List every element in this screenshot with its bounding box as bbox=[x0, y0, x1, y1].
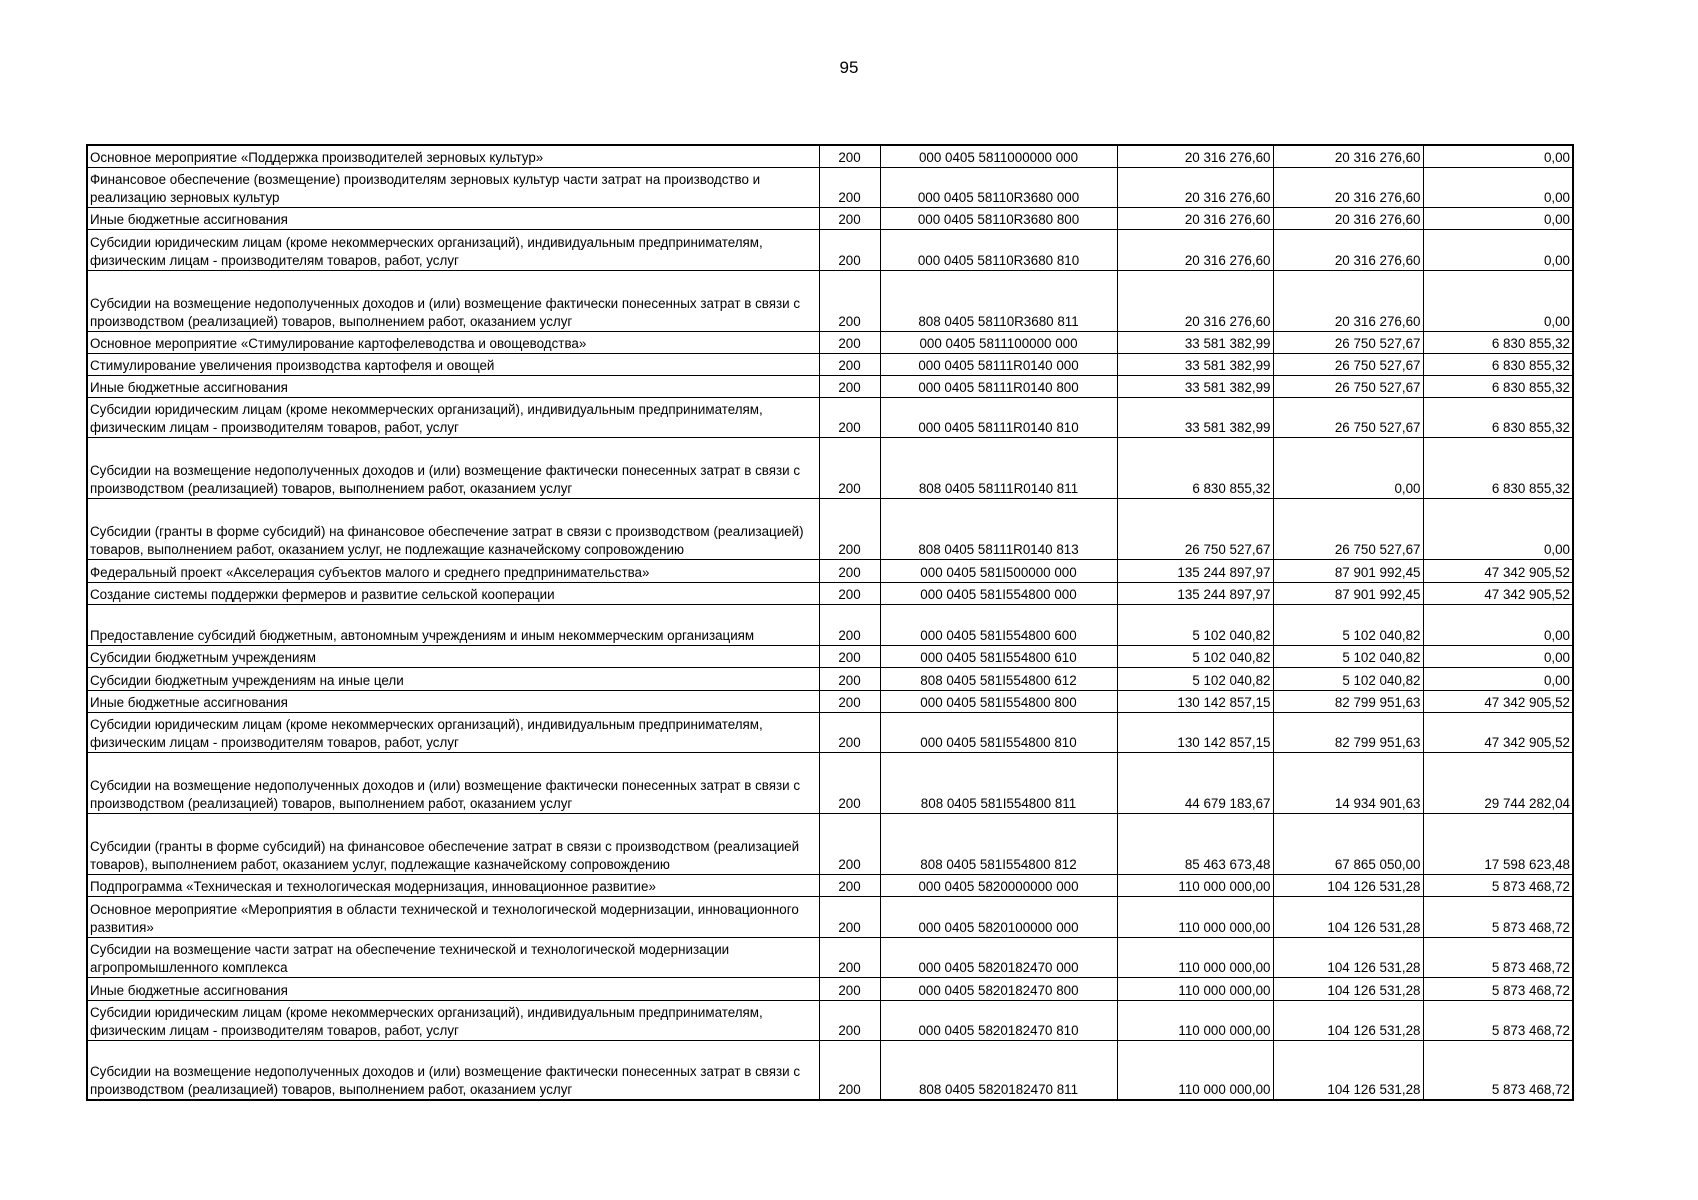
kbk-cell: 000 0405 5811100000 000 bbox=[880, 331, 1117, 353]
kbk-cell: 000 0405 5820182470 810 bbox=[880, 1000, 1117, 1040]
kbk-cell: 000 0405 5820000000 000 bbox=[880, 874, 1117, 896]
remainder-cell: 5 873 468,72 bbox=[1423, 977, 1573, 1000]
table-row bbox=[87, 167, 1573, 207]
total-cell: 44 679 183,67 bbox=[1117, 752, 1273, 813]
executed-cell: 26 750 527,67 bbox=[1273, 498, 1423, 559]
table-row bbox=[87, 667, 1573, 690]
total-cell: 20 316 276,60 bbox=[1117, 145, 1273, 167]
kbk-cell: 000 0405 5820182470 000 bbox=[880, 937, 1117, 977]
executed-cell: 67 865 050,00 bbox=[1273, 813, 1423, 874]
code-cell: 200 bbox=[819, 1000, 880, 1040]
remainder-cell: 0,00 bbox=[1423, 667, 1573, 690]
remainder-cell: 0,00 bbox=[1423, 167, 1573, 207]
table-row bbox=[87, 1040, 1573, 1100]
table-row bbox=[87, 896, 1573, 937]
name-cell: Субсидии на возмещение недополученных доходов и (или) возмещение фактически понесенных затрат в связи с производством (реализацией) товаров, выполнением работ, оказанием услуг bbox=[87, 1040, 819, 1100]
name-cell: Субсидии бюджетным учреждениям на иные цели bbox=[87, 667, 819, 690]
table-row bbox=[87, 874, 1573, 896]
code-cell: 200 bbox=[819, 937, 880, 977]
name-cell: Субсидии бюджетным учреждениям bbox=[87, 645, 819, 667]
table-row bbox=[87, 229, 1573, 270]
remainder-cell: 29 744 282,04 bbox=[1423, 752, 1573, 813]
remainder-cell: 0,00 bbox=[1423, 645, 1573, 667]
total-cell: 20 316 276,60 bbox=[1117, 229, 1273, 270]
name-cell: Иные бюджетные ассигнования bbox=[87, 375, 819, 397]
total-cell: 20 316 276,60 bbox=[1117, 167, 1273, 207]
executed-cell: 0,00 bbox=[1273, 437, 1423, 498]
name-cell: Основное мероприятие «Стимулирование картофелеводства и овощеводства» bbox=[87, 331, 819, 353]
total-cell: 5 102 040,82 bbox=[1117, 645, 1273, 667]
total-cell: 110 000 000,00 bbox=[1117, 977, 1273, 1000]
remainder-cell: 6 830 855,32 bbox=[1423, 353, 1573, 375]
kbk-cell: 000 0405 58111R0140 000 bbox=[880, 353, 1117, 375]
table-row bbox=[87, 977, 1573, 1000]
budget-table-body bbox=[87, 145, 1573, 1100]
remainder-cell: 6 830 855,32 bbox=[1423, 397, 1573, 437]
total-cell: 20 316 276,60 bbox=[1117, 270, 1273, 331]
remainder-cell: 17 598 623,48 bbox=[1423, 813, 1573, 874]
kbk-cell: 000 0405 581I554800 810 bbox=[880, 712, 1117, 752]
remainder-cell: 5 873 468,72 bbox=[1423, 896, 1573, 937]
kbk-cell: 000 0405 5820182470 800 bbox=[880, 977, 1117, 1000]
name-cell: Предоставление субсидий бюджетным, автономным учреждениям и иным некоммерческим организациям bbox=[87, 604, 819, 645]
code-cell: 200 bbox=[819, 229, 880, 270]
remainder-cell: 0,00 bbox=[1423, 498, 1573, 559]
kbk-cell: 808 0405 581I554800 812 bbox=[880, 813, 1117, 874]
remainder-cell: 0,00 bbox=[1423, 270, 1573, 331]
kbk-cell: 808 0405 5820182470 811 bbox=[880, 1040, 1117, 1100]
total-cell: 135 244 897,97 bbox=[1117, 559, 1273, 582]
table-row bbox=[87, 559, 1573, 582]
kbk-cell: 000 0405 58111R0140 810 bbox=[880, 397, 1117, 437]
table-row bbox=[87, 375, 1573, 397]
total-cell: 85 463 673,48 bbox=[1117, 813, 1273, 874]
executed-cell: 87 901 992,45 bbox=[1273, 582, 1423, 604]
executed-cell: 14 934 901,63 bbox=[1273, 752, 1423, 813]
total-cell: 26 750 527,67 bbox=[1117, 498, 1273, 559]
executed-cell: 26 750 527,67 bbox=[1273, 353, 1423, 375]
budget-table bbox=[86, 144, 1574, 1101]
code-cell: 200 bbox=[819, 437, 880, 498]
executed-cell: 20 316 276,60 bbox=[1273, 167, 1423, 207]
code-cell: 200 bbox=[819, 582, 880, 604]
total-cell: 33 581 382,99 bbox=[1117, 331, 1273, 353]
remainder-cell: 5 873 468,72 bbox=[1423, 937, 1573, 977]
table-row bbox=[87, 813, 1573, 874]
name-cell: Субсидии юридическим лицам (кроме некоммерческих организаций), индивидуальным предпринимателям, физическим лицам - производителям товаров, работ, услуг bbox=[87, 229, 819, 270]
executed-cell: 26 750 527,67 bbox=[1273, 375, 1423, 397]
table-row bbox=[87, 331, 1573, 353]
executed-cell: 20 316 276,60 bbox=[1273, 145, 1423, 167]
kbk-cell: 000 0405 581I554800 600 bbox=[880, 604, 1117, 645]
total-cell: 5 102 040,82 bbox=[1117, 604, 1273, 645]
total-cell: 33 581 382,99 bbox=[1117, 353, 1273, 375]
kbk-cell: 000 0405 58110R3680 800 bbox=[880, 207, 1117, 229]
remainder-cell: 6 830 855,32 bbox=[1423, 437, 1573, 498]
kbk-cell: 000 0405 581I554800 800 bbox=[880, 690, 1117, 712]
table-row bbox=[87, 207, 1573, 229]
total-cell: 33 581 382,99 bbox=[1117, 375, 1273, 397]
kbk-cell: 000 0405 5820100000 000 bbox=[880, 896, 1117, 937]
remainder-cell: 0,00 bbox=[1423, 229, 1573, 270]
code-cell: 200 bbox=[819, 270, 880, 331]
remainder-cell: 5 873 468,72 bbox=[1423, 874, 1573, 896]
executed-cell: 82 799 951,63 bbox=[1273, 690, 1423, 712]
name-cell: Субсидии юридическим лицам (кроме некоммерческих организаций), индивидуальным предпринимателям, физическим лицам - производителям товаров, работ, услуг bbox=[87, 712, 819, 752]
code-cell: 200 bbox=[819, 667, 880, 690]
remainder-cell: 47 342 905,52 bbox=[1423, 559, 1573, 582]
executed-cell: 104 126 531,28 bbox=[1273, 896, 1423, 937]
remainder-cell: 47 342 905,52 bbox=[1423, 582, 1573, 604]
code-cell: 200 bbox=[819, 167, 880, 207]
name-cell: Основное мероприятие «Мероприятия в области технической и технологической модернизации, инновационного развития» bbox=[87, 896, 819, 937]
table-row bbox=[87, 498, 1573, 559]
code-cell: 200 bbox=[819, 353, 880, 375]
remainder-cell: 0,00 bbox=[1423, 145, 1573, 167]
kbk-cell: 808 0405 58110R3680 811 bbox=[880, 270, 1117, 331]
table-row bbox=[87, 645, 1573, 667]
executed-cell: 20 316 276,60 bbox=[1273, 207, 1423, 229]
kbk-cell: 000 0405 58110R3680 000 bbox=[880, 167, 1117, 207]
name-cell: Субсидии на возмещение недополученных доходов и (или) возмещение фактически понесенных затрат в связи с производством (реализацией) товаров, выполнением работ, оказанием услуг bbox=[87, 270, 819, 331]
name-cell: Субсидии (гранты в форме субсидий) на финансовое обеспечение затрат в связи с производством (реализацией) товаров, выполнением работ, оказанием услуг, не подлежащие казначейскому сопровождению bbox=[87, 498, 819, 559]
table-row bbox=[87, 145, 1573, 167]
code-cell: 200 bbox=[819, 813, 880, 874]
executed-cell: 26 750 527,67 bbox=[1273, 331, 1423, 353]
code-cell: 200 bbox=[819, 559, 880, 582]
code-cell: 200 bbox=[819, 977, 880, 1000]
kbk-cell: 000 0405 58110R3680 810 bbox=[880, 229, 1117, 270]
total-cell: 130 142 857,15 bbox=[1117, 690, 1273, 712]
executed-cell: 104 126 531,28 bbox=[1273, 1000, 1423, 1040]
name-cell: Финансовое обеспечение (возмещение) производителям зерновых культур части затрат на производство и реализацию зерновых культур bbox=[87, 167, 819, 207]
kbk-cell: 808 0405 58111R0140 813 bbox=[880, 498, 1117, 559]
total-cell: 110 000 000,00 bbox=[1117, 1040, 1273, 1100]
table-row bbox=[87, 1000, 1573, 1040]
name-cell: Субсидии юридическим лицам (кроме некоммерческих организаций), индивидуальным предпринимателям, физическим лицам - производителям товаров, работ, услуг bbox=[87, 397, 819, 437]
code-cell: 200 bbox=[819, 1040, 880, 1100]
executed-cell: 26 750 527,67 bbox=[1273, 397, 1423, 437]
executed-cell: 104 126 531,28 bbox=[1273, 1040, 1423, 1100]
total-cell: 110 000 000,00 bbox=[1117, 1000, 1273, 1040]
code-cell: 200 bbox=[819, 604, 880, 645]
table-row bbox=[87, 582, 1573, 604]
code-cell: 200 bbox=[819, 645, 880, 667]
kbk-cell: 808 0405 581I554800 612 bbox=[880, 667, 1117, 690]
name-cell: Субсидии юридическим лицам (кроме некоммерческих организаций), индивидуальным предпринимателям, физическим лицам - производителям товаров, работ, услуг bbox=[87, 1000, 819, 1040]
total-cell: 5 102 040,82 bbox=[1117, 667, 1273, 690]
total-cell: 110 000 000,00 bbox=[1117, 896, 1273, 937]
total-cell: 110 000 000,00 bbox=[1117, 874, 1273, 896]
table-row bbox=[87, 937, 1573, 977]
executed-cell: 104 126 531,28 bbox=[1273, 977, 1423, 1000]
table-row bbox=[87, 752, 1573, 813]
total-cell: 110 000 000,00 bbox=[1117, 937, 1273, 977]
executed-cell: 5 102 040,82 bbox=[1273, 604, 1423, 645]
code-cell: 200 bbox=[819, 752, 880, 813]
code-cell: 200 bbox=[819, 690, 880, 712]
executed-cell: 104 126 531,28 bbox=[1273, 937, 1423, 977]
table-row bbox=[87, 604, 1573, 645]
name-cell: Основное мероприятие «Поддержка производителей зерновых культур» bbox=[87, 145, 819, 167]
executed-cell: 5 102 040,82 bbox=[1273, 645, 1423, 667]
remainder-cell: 5 873 468,72 bbox=[1423, 1000, 1573, 1040]
name-cell: Подпрограмма «Техническая и технологическая модернизация, инновационное развитие» bbox=[87, 874, 819, 896]
executed-cell: 87 901 992,45 bbox=[1273, 559, 1423, 582]
code-cell: 200 bbox=[819, 397, 880, 437]
executed-cell: 104 126 531,28 bbox=[1273, 874, 1423, 896]
name-cell: Субсидии на возмещение недополученных доходов и (или) возмещение фактически понесенных затрат в связи с производством (реализацией) товаров, выполнением работ, оказанием услуг bbox=[87, 752, 819, 813]
table-row bbox=[87, 397, 1573, 437]
name-cell: Иные бюджетные ассигнования bbox=[87, 690, 819, 712]
remainder-cell: 0,00 bbox=[1423, 604, 1573, 645]
name-cell: Субсидии на возмещение недополученных доходов и (или) возмещение фактически понесенных затрат в связи с производством (реализацией) товаров, выполнением работ, оказанием услуг bbox=[87, 437, 819, 498]
name-cell: Иные бюджетные ассигнования bbox=[87, 207, 819, 229]
executed-cell: 5 102 040,82 bbox=[1273, 667, 1423, 690]
code-cell: 200 bbox=[819, 874, 880, 896]
executed-cell: 20 316 276,60 bbox=[1273, 270, 1423, 331]
code-cell: 200 bbox=[819, 207, 880, 229]
name-cell: Стимулирование увеличения производства картофеля и овощей bbox=[87, 353, 819, 375]
table-row bbox=[87, 690, 1573, 712]
remainder-cell: 47 342 905,52 bbox=[1423, 712, 1573, 752]
total-cell: 6 830 855,32 bbox=[1117, 437, 1273, 498]
remainder-cell: 6 830 855,32 bbox=[1423, 331, 1573, 353]
name-cell: Субсидии (гранты в форме субсидий) на финансовое обеспечение затрат в связи с производством (реализацией товаров), выполнением работ, оказанием услуг, подлежащие казначейскому сопровождению bbox=[87, 813, 819, 874]
remainder-cell: 47 342 905,52 bbox=[1423, 690, 1573, 712]
total-cell: 135 244 897,97 bbox=[1117, 582, 1273, 604]
kbk-cell: 808 0405 581I554800 811 bbox=[880, 752, 1117, 813]
code-cell: 200 bbox=[819, 712, 880, 752]
code-cell: 200 bbox=[819, 896, 880, 937]
kbk-cell: 000 0405 581I554800 610 bbox=[880, 645, 1117, 667]
kbk-cell: 000 0405 5811000000 000 bbox=[880, 145, 1117, 167]
total-cell: 20 316 276,60 bbox=[1117, 207, 1273, 229]
remainder-cell: 5 873 468,72 bbox=[1423, 1040, 1573, 1100]
remainder-cell: 6 830 855,32 bbox=[1423, 375, 1573, 397]
code-cell: 200 bbox=[819, 145, 880, 167]
name-cell: Создание системы поддержки фермеров и развитие сельской кооперации bbox=[87, 582, 819, 604]
kbk-cell: 000 0405 58111R0140 800 bbox=[880, 375, 1117, 397]
kbk-cell: 000 0405 581I500000 000 bbox=[880, 559, 1117, 582]
name-cell: Субсидии на возмещение части затрат на обеспечение технической и технологической модернизации агропромышленного комплекса bbox=[87, 937, 819, 977]
kbk-cell: 000 0405 581I554800 000 bbox=[880, 582, 1117, 604]
code-cell: 200 bbox=[819, 375, 880, 397]
name-cell: Федеральный проект «Акселерация субъектов малого и среднего предпринимательства» bbox=[87, 559, 819, 582]
executed-cell: 20 316 276,60 bbox=[1273, 229, 1423, 270]
code-cell: 200 bbox=[819, 498, 880, 559]
table-row bbox=[87, 270, 1573, 331]
page-number: 95 bbox=[839, 58, 859, 77]
table-row bbox=[87, 712, 1573, 752]
code-cell: 200 bbox=[819, 331, 880, 353]
total-cell: 130 142 857,15 bbox=[1117, 712, 1273, 752]
table-row bbox=[87, 437, 1573, 498]
remainder-cell: 0,00 bbox=[1423, 207, 1573, 229]
name-cell: Иные бюджетные ассигнования bbox=[87, 977, 819, 1000]
total-cell: 33 581 382,99 bbox=[1117, 397, 1273, 437]
executed-cell: 82 799 951,63 bbox=[1273, 712, 1423, 752]
table-row bbox=[87, 353, 1573, 375]
kbk-cell: 808 0405 58111R0140 811 bbox=[880, 437, 1117, 498]
